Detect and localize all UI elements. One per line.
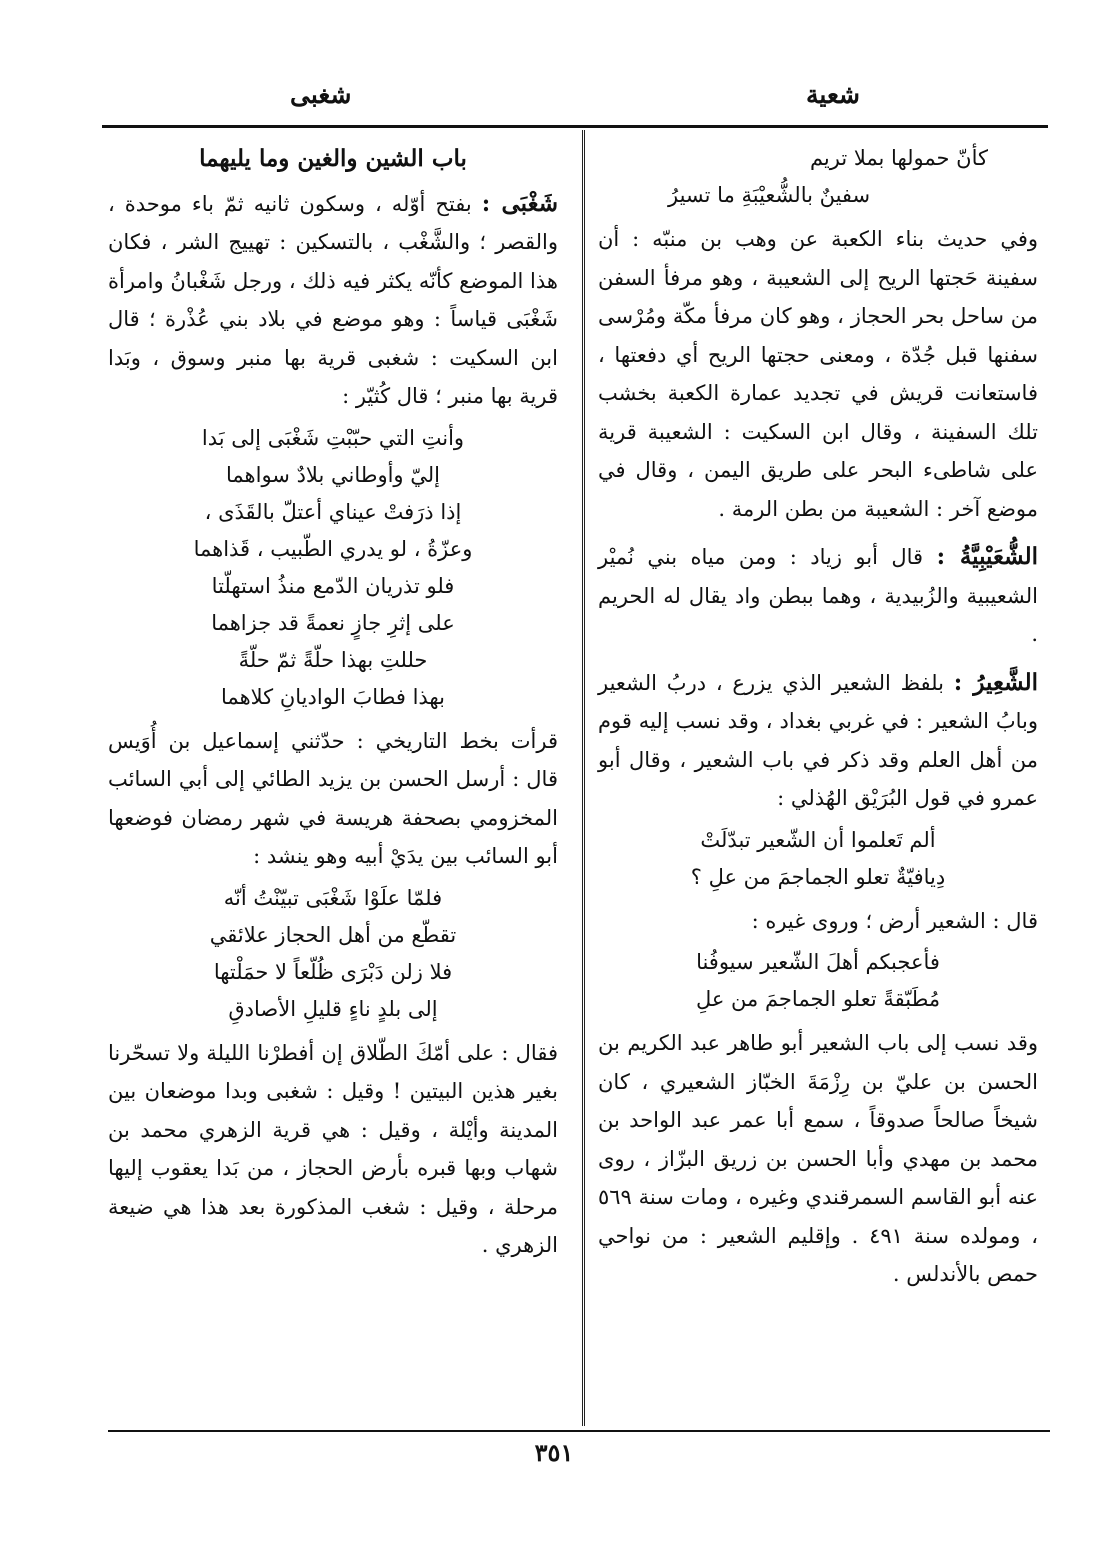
paragraph-riwaya: قال : الشعير أرض ؛ وروى غيره : [751, 908, 1038, 933]
poem-line: على إثرِ جازٍ نعمةً قد جزاهما [211, 610, 455, 635]
footer-rule [108, 1430, 1050, 1432]
paragraph-tarikhi: قرأت بخط التاريخي : حدّثني إسماعيل بن أُوَيس قال : أرسل الحسن بن يزيد الطائي إلى أبي السائب المخزومي بصحفة هريسة في شهر رمضان فوضعها أبو السائب بين يدَيْ أبيه وهو ينشد : [108, 728, 558, 868]
poem-line: فلا زلن دَبْرَى ظُلّعاً لا حمَلْتها [213, 959, 453, 984]
entry-shaghba [108, 185, 558, 416]
left-column [108, 140, 558, 1275]
header-left-word: شغبى [290, 80, 352, 109]
headword: الشُّعَيْبِيَّةُ : [936, 543, 1038, 570]
poem-riwaya [598, 944, 1038, 1018]
poem-line: إذا ذرَفتْ عيناي أعتلّ بالقَذَى ، [204, 499, 462, 524]
headword: شَغْبَى : [481, 189, 558, 217]
poem-line: بهذا فطابَ الواديانِ كلاهما [221, 684, 445, 709]
entry-shuaybiyya [598, 538, 1038, 654]
right-column [598, 140, 1038, 1304]
poem-line: إلى بلدٍ ناءٍ قليلِ الأصادقِ [228, 996, 438, 1021]
paragraph-kaaba: وفي حديث بناء الكعبة عن وهب بن منبّه : أن سفينة حَجتها الريح إلى الشعيبة ، وهو مرفأ السفن من ساحل بحر الحجاز ، وهو كان مرفأ مكّة ومُرْسى سفنها قبل جُدّة ، ومعنى حجتها الريح أي دفعتها ، فاستعانت قريش في تجديد عمارة الكعبة بخشب تلك السفينة ، وقال ابن السكيت : الشعيبة قرية على شاطىء البحر على طريق اليمن ، وقال في موضع آخر : الشعيبة من بطن الرمة . [598, 227, 1038, 521]
headword: الشَّعِيرُ : [953, 668, 1038, 696]
poem-saib [108, 880, 558, 1028]
poem-top [598, 140, 1038, 214]
poem-line: فأعجبكم أهلَ الشّعير سيوفُنا [696, 950, 940, 974]
poem-line: سفينٌ بالشُّعيْبَةِ ما تسيرُ [668, 183, 871, 207]
header-rule [102, 125, 1048, 128]
poem-line: فلمّا علَوْا شَغْبَى تبيّنْتُ أنّه [223, 885, 443, 910]
entry-shair [598, 664, 1038, 818]
poem-line: مُطَبّقةً تعلو الجماجمَ من علِ [695, 987, 941, 1011]
entry-text: بلفظ الشعير الذي يزرع ، دربُ الشعير وبابُ الشعير : في غربي بغداد ، وقد نسب إليه قوم من أهل العلم وقد ذكر في باب الشعير ، وقال أبو عمرو في قول البُرَيْق الهُذلي : [598, 670, 1038, 810]
poem-line: وعزّةُ ، لو يدري الطّبيب ، قَذاهما [193, 536, 473, 561]
entry-text: قال أبو زياد : ومن مياه بني نُميْر الشعيبية والزُبيدية ، وهما ببطن واد يقال له الحريم . [598, 545, 1038, 646]
poem-buraiq [598, 822, 1038, 896]
poem-line: تقطّع من أهل الحجاز علائقي [209, 922, 457, 947]
header-right-word: شعية [806, 80, 860, 109]
poem-kuthayyir [108, 420, 558, 716]
poem-line: حللتِ بهذا حلّةً ثمّ حلّةً [238, 647, 428, 672]
poem-line: دِيافيّةٌ تعلو الجماجمَ من علِ ؟ [690, 864, 946, 889]
poem-line: وأنتِ التي حبّبْتِ شَغْبَى إلى بَدا [201, 425, 465, 450]
entry-text: بفتح أوّله ، وسكون ثانيه ثمّ باء موحدة ، والقصر ؛ والشَّغْب ، بالتسكين : تهييج الشر ، فكان هذا الموضع كأنّه يكثر فيه ذلك ، ورجل شَغْبانُ وامرأة شَغْبَى قياساً : وهو موضع في بلاد بني عُذْرة ؛ قال ابن السكيت : شغبى قرية بها منبر وسوق ، وبَدا قرية بها منبر ؛ قال كُثيّر : [108, 191, 558, 408]
paragraph-nisba: وقد نسب إلى باب الشعير أبو طاهر عبد الكريم بن الحسن بن عليّ بن رِزْمَةَ الخبّاز الشعيري ، كان شيخاً صالحاً صدوقاً ، سمع أبا عمر عبد الواحد بن محمد بن مهدي وأبا الحسن بن زريق البزّاز ، روى عنه أبو القاسم السمرقندي وغيره ، ومات سنة ٥٦٩ ، ومولده سنة ٤٩١ . وإقليم الشعير : من نواحي حمص بالأندلس . [598, 1031, 1038, 1286]
paragraph-qala: فقال : على أمّكَ الطّلاق إن أفطرْنا الليلة ولا تسحّرنا بغير هذين البيتين ! وقيل : شغبى وبدا موضعان بين المدينة وأيْلة ، وقيل : هي قرية الزهري محمد بن شهاب وبها قبره بأرض الحجاز ، من بَدا يعقوب إليها مرحلة ، وقيل : شغب المذكورة بعد هذا هي ضيعة الزهري . [108, 1040, 558, 1257]
poem-line: فلو تذريان الدّمع منذُ استهلّتا [211, 573, 455, 598]
page-number: ٣٥١ [534, 1438, 574, 1467]
section-title: باب الشين والغين وما يليهما [199, 145, 467, 172]
column-separator [582, 130, 585, 1426]
poem-line: ألم تَعلموا أن الشّعير تبدّلَتْ [700, 827, 936, 852]
poem-line: كأنّ حمولها بملا تريم [809, 146, 988, 170]
poem-line: إليّ وأوطاني بلادٌ سواهما [226, 462, 440, 487]
